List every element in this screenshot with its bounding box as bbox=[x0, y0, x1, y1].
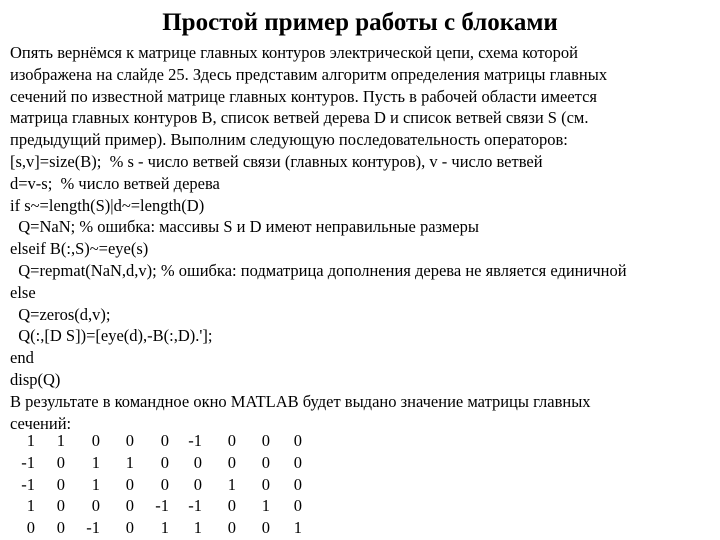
text-line: end bbox=[10, 348, 34, 368]
text-line: if s~=length(S)|d~=length(D) bbox=[10, 195, 205, 215]
matrix-cell: 1 bbox=[193, 518, 202, 538]
text-line: матрица главных контуров B, список ветвей дерева D и список ветвей связи S (см. bbox=[10, 108, 589, 128]
matrix-cell: 0 bbox=[125, 518, 134, 538]
slide-title: Простой пример работы с блоками bbox=[162, 9, 558, 36]
matrix-cell: 0 bbox=[293, 496, 302, 516]
matrix-cell: 0 bbox=[293, 431, 302, 450]
text-line: сечений по известной матрице главных контуров. Пусть в рабочей области имеется bbox=[10, 86, 597, 106]
body-text bbox=[10, 42, 710, 434]
text-line: d=v-s; % число ветвей дерева bbox=[10, 173, 220, 193]
matrix-cell: 1 bbox=[125, 452, 134, 472]
matrix-cell: -1 bbox=[155, 496, 169, 516]
matrix-cell: 0 bbox=[160, 452, 169, 472]
matrix-cell: -1 bbox=[86, 518, 100, 538]
text-line: сечений: bbox=[10, 413, 72, 433]
matrix-cell: 1 bbox=[26, 496, 35, 516]
matrix-cell: 0 bbox=[125, 496, 134, 516]
matrix-cell: 0 bbox=[56, 518, 65, 538]
matrix-cell: 1 bbox=[293, 518, 302, 538]
matrix-cell: 0 bbox=[261, 431, 270, 450]
matrix-cell: 0 bbox=[293, 474, 302, 494]
matrix-cell: 1 bbox=[91, 452, 100, 472]
text-line: else bbox=[10, 282, 36, 302]
text-line: Q=zeros(d,v); bbox=[10, 304, 111, 324]
matrix-cell: 0 bbox=[91, 431, 100, 450]
text-line: В результате в командное окно MATLAB будет выдано значение матрицы главных bbox=[10, 391, 591, 411]
matrix-cell: 1 bbox=[91, 474, 100, 494]
matrix-cell: -1 bbox=[188, 431, 202, 450]
matrix-cell: 0 bbox=[227, 496, 236, 516]
matrix-cell: 0 bbox=[26, 518, 35, 538]
matrix-cell: 0 bbox=[56, 474, 65, 494]
matrix-cell: 0 bbox=[91, 496, 100, 516]
text-line: disp(Q) bbox=[10, 369, 61, 389]
text-line: [s,v]=size(B); % s - число ветвей связи (главных контуров), v - число ветвей bbox=[10, 151, 543, 171]
text-line: Опять вернёмся к матрице главных контуров электрической цепи, схема которой bbox=[10, 43, 578, 62]
matrix-cell: 0 bbox=[293, 452, 302, 472]
text-line: Q(:,[D S])=[eye(d),-B(:,D).']; bbox=[10, 326, 213, 346]
matrix-cell: -1 bbox=[21, 474, 35, 494]
matrix-cell: 0 bbox=[56, 496, 65, 516]
matrix-cell: 0 bbox=[193, 452, 202, 472]
matrix-cell: 1 bbox=[26, 431, 35, 450]
matrix-cell: 0 bbox=[193, 474, 202, 494]
matrix-cell: -1 bbox=[188, 496, 202, 516]
matrix-cell: 1 bbox=[227, 474, 236, 494]
matrix-cell: 0 bbox=[261, 518, 270, 538]
matrix-cell: 0 bbox=[125, 474, 134, 494]
matrix-cell: 0 bbox=[125, 431, 134, 450]
matrix-cell: 1 bbox=[160, 518, 169, 538]
matrix-cell: 1 bbox=[261, 496, 270, 516]
text-line: изображена на слайде 25. Здесь представим алгоритм определения матрицы главных bbox=[10, 64, 608, 84]
matrix-cell: 0 bbox=[227, 431, 236, 450]
matrix-cell: 0 bbox=[227, 518, 236, 538]
matrix-cell: 0 bbox=[56, 452, 65, 472]
text-line: Q=repmat(NaN,d,v); % ошибка: подматрица дополнения дерева не является единичной bbox=[10, 260, 627, 280]
text-line: предыдущий пример). Выполним следующую последовательность операторов: bbox=[10, 130, 568, 150]
matrix-cell: -1 bbox=[21, 452, 35, 472]
text-line: Q=NaN; % ошибка: массивы S и D имеют неправильные размеры bbox=[10, 217, 479, 237]
text-line: elseif B(:,S)~=eye(s) bbox=[10, 239, 149, 259]
matrix-cell: 0 bbox=[160, 431, 169, 450]
matrix-cell: 0 bbox=[160, 474, 169, 494]
matrix-cell: 1 bbox=[56, 431, 65, 450]
matrix-cell: 0 bbox=[261, 452, 270, 472]
matrix-cell: 0 bbox=[261, 474, 270, 494]
matrix-cell: 0 bbox=[227, 452, 236, 472]
